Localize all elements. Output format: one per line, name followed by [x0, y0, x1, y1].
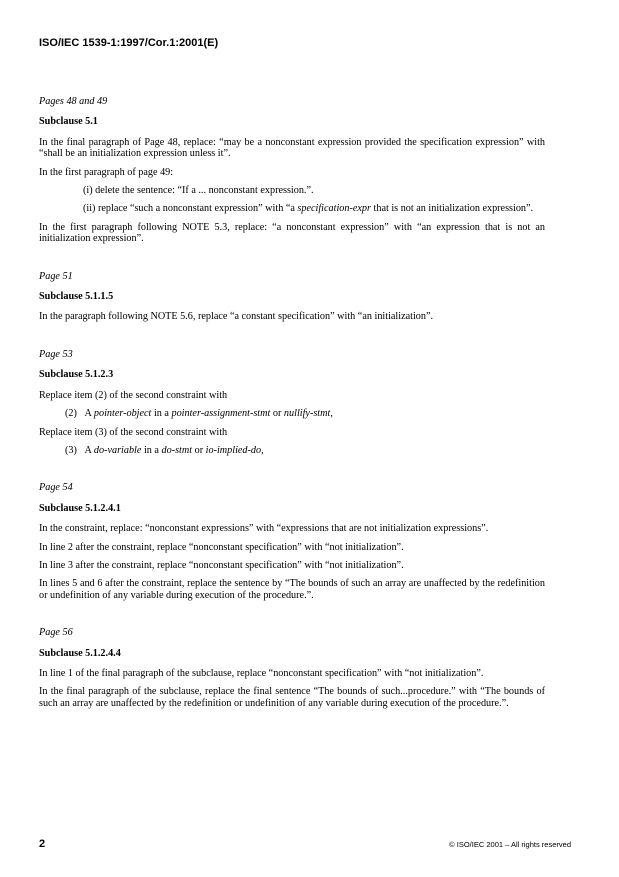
- paragraph: In the paragraph following NOTE 5.6, replace “a constant specification” with “an initialization”.: [39, 311, 434, 323]
- page-reference: Page 56: [39, 627, 73, 639]
- paragraph: In the final paragraph of the subclause, replace the final sentence “The bounds of such...procedure.” with “The bounds of such an array are unaffected by the redefinition or undefinition of any variable during execution of the procedure.”.: [39, 686, 545, 709]
- italic-term: nullify-stmt: [283, 408, 331, 420]
- text-run: ,: [330, 408, 333, 420]
- subclause-heading: Subclause 5.1.2.4.4: [39, 647, 121, 659]
- list-item: [39, 203, 545, 214]
- paragraph: In line 2 after the constraint, replace “nonconstant specification” with “not initialization”.: [39, 541, 404, 553]
- section-page-56: [39, 627, 545, 709]
- document-body: [39, 96, 545, 735]
- italic-term: pointer-assignment-stmt: [171, 408, 271, 420]
- italic-term: do-stmt: [161, 444, 193, 456]
- section-page-51: [39, 271, 545, 323]
- list-item: [39, 445, 545, 456]
- section-page-54: [39, 482, 545, 601]
- text-run: ,: [261, 444, 264, 456]
- italic-term: pointer-object: [93, 408, 152, 420]
- paragraph: Replace item (2) of the second constraint with: [39, 389, 228, 401]
- text-run: or: [270, 408, 284, 420]
- italic-term: do-variable: [93, 444, 142, 456]
- paragraph: In the first paragraph of page 49:: [39, 166, 174, 178]
- copyright-notice: © ISO/IEC 2001 – All rights reserved: [449, 840, 571, 849]
- paragraph: Replace item (3) of the second constraint with: [39, 426, 228, 438]
- section-page-53: [39, 349, 545, 456]
- text-run: that is not an initialization expression”.: [370, 203, 534, 215]
- paragraph: In the final paragraph of Page 48, replace: “may be a nonconstant expression provided the specification expression” with “shall be an initialization expression unless it”.: [39, 136, 545, 160]
- subclause-heading: Subclause 5.1.1.5: [39, 291, 114, 303]
- paragraph: In the constraint, replace: “nonconstant expressions” with “expressions that are not initialization expressions”.: [39, 523, 489, 535]
- document-id-header: ISO/IEC 1539-1:1997/Cor.1:2001(E): [39, 37, 219, 49]
- item-number: (2): [65, 408, 77, 420]
- text-run: or: [192, 444, 206, 456]
- text-run: in a: [141, 444, 162, 456]
- list-item: (i) delete the sentence: “If a ... nonconstant expression.”.: [83, 185, 314, 197]
- page-reference: Page 53: [39, 348, 73, 360]
- section-pages-48-49: [39, 96, 545, 245]
- subclause-heading: Subclause 5.1: [39, 116, 98, 128]
- subclause-heading: Subclause 5.1.2.3: [39, 369, 114, 381]
- page-number: 2: [39, 838, 46, 850]
- paragraph: In line 3 after the constraint, replace “nonconstant specification” with “not initialization”.: [39, 559, 404, 571]
- text-run: in a: [151, 408, 172, 420]
- item-number: (3): [65, 444, 77, 456]
- text-run: (ii) replace “such a nonconstant expression” with “a: [83, 203, 298, 215]
- text-run: A: [84, 408, 94, 420]
- paragraph: In the first paragraph following NOTE 5.3, replace: “a nonconstant expression” with “an expression that is not an initialization expression”.: [39, 221, 545, 245]
- paragraph: In lines 5 and 6 after the constraint, replace the sentence by “The bounds of such an array are unaffected by the redefinition or undefinition of any variable during execution of the procedure.”.: [39, 578, 545, 601]
- page-reference: Page 54: [39, 482, 73, 494]
- subclause-heading: Subclause 5.1.2.4.1: [39, 502, 121, 514]
- list-item: [39, 408, 545, 419]
- italic-term: io-implied-do: [205, 444, 262, 456]
- text-run: A: [84, 444, 94, 456]
- paragraph: In line 1 of the final paragraph of the subclause, replace “nonconstant specification” with “not initialization”.: [39, 667, 484, 679]
- page-reference: Pages 48 and 49: [39, 96, 108, 107]
- italic-term: specification-expr: [297, 203, 371, 215]
- page-reference: Page 51: [39, 270, 73, 282]
